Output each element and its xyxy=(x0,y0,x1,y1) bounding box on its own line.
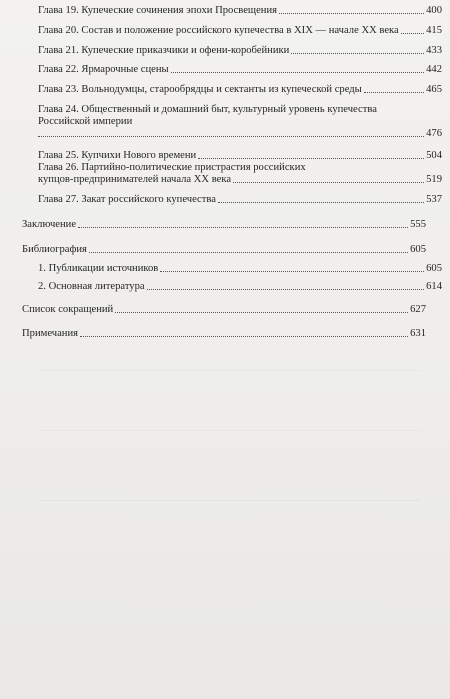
dot-leader xyxy=(160,271,424,272)
toc-entry-ch19 xyxy=(22,5,442,17)
toc-entry-title: Глава 23. Вольнодумцы, старообрядцы и сектанты из купеческой среды xyxy=(38,84,362,95)
toc-entry-ch20 xyxy=(22,25,442,37)
toc-entry-title: Глава 22. Ярмарочные сцены xyxy=(38,64,169,75)
toc-page-number: 555 xyxy=(410,219,426,230)
toc-entry-bib-sources xyxy=(22,263,442,275)
toc-page-number: 519 xyxy=(426,174,442,185)
toc-entry-title: 1. Публикации источников xyxy=(38,263,159,274)
toc-entry-ch25 xyxy=(22,150,442,162)
toc-page-number: 631 xyxy=(410,328,426,339)
toc-page-number: 537 xyxy=(426,194,442,205)
toc-page-number: 476 xyxy=(426,128,442,139)
toc-page-number: 605 xyxy=(410,244,426,255)
dot-leader xyxy=(198,158,424,159)
toc-entry-title: Глава 27. Закат российского купечества xyxy=(38,194,216,205)
bleed-through-line xyxy=(40,370,420,371)
toc-entry-title-line1: Глава 24. Общественный и домашний быт, культурный уровень купечества xyxy=(38,104,377,115)
toc-page-number: 504 xyxy=(426,150,442,161)
dot-leader xyxy=(80,336,408,337)
toc-entry-abbreviations xyxy=(22,304,426,316)
toc-entry-title: Глава 21. Купеческие приказчики и офени-коробейники xyxy=(38,45,290,56)
toc-page-number: 465 xyxy=(426,84,442,95)
toc-entry-title: Глава 25. Купчихи Нового времени xyxy=(38,150,197,161)
dot-leader xyxy=(147,289,425,290)
toc-entry-ch26 xyxy=(22,162,442,186)
dot-leader xyxy=(89,252,408,253)
toc-entry-title: 2. Основная литература xyxy=(38,281,145,292)
toc-entry-ch21 xyxy=(22,45,442,57)
toc-entry-ch24 xyxy=(22,104,442,140)
toc-entry-bibliography xyxy=(22,244,426,256)
toc-entry-title: Заключение xyxy=(22,219,77,230)
toc-page-number: 442 xyxy=(426,64,442,75)
toc-entry-title-line1: Глава 26. Партийно-политические пристрастия российских xyxy=(38,162,306,173)
dot-leader xyxy=(218,202,424,203)
toc-entry-title-line2: купцов-предпринимателей начала XX века xyxy=(38,174,232,185)
bleed-through-line xyxy=(40,430,420,431)
toc-page-number: 614 xyxy=(426,281,442,292)
dot-leader xyxy=(78,227,408,228)
toc-entry-title: Список сокращений xyxy=(22,304,114,315)
toc-entry-ch22 xyxy=(22,64,442,76)
dot-leader xyxy=(401,33,424,34)
toc-page-number: 433 xyxy=(426,45,442,56)
dot-leader xyxy=(38,136,424,137)
dot-leader xyxy=(233,182,424,183)
dot-leader xyxy=(279,13,424,14)
toc-entry-title: Глава 19. Купеческие сочинения эпохи Просвещения xyxy=(38,5,277,16)
toc-entry-ch27 xyxy=(22,194,442,206)
toc-entry-conclusion xyxy=(22,219,426,231)
toc-entry-notes xyxy=(22,328,426,340)
toc-page-number: 605 xyxy=(426,263,442,274)
dot-leader xyxy=(291,53,424,54)
toc-entry-title: Примечания xyxy=(22,328,78,339)
dot-leader xyxy=(115,312,408,313)
toc-entry-bib-literature xyxy=(22,281,442,293)
toc-entry-title: Глава 20. Состав и положение российского купечества в XIX — начале XX века xyxy=(38,25,399,36)
toc-entry-title: Библиография xyxy=(22,244,87,255)
toc-page-number: 400 xyxy=(426,5,442,16)
dot-leader xyxy=(171,72,425,73)
toc-entry-title-line2: Российской империи xyxy=(38,116,133,127)
toc-entry-ch23 xyxy=(22,84,442,96)
bleed-through-line xyxy=(40,500,420,501)
toc-page-number: 627 xyxy=(410,304,426,315)
toc-page-number: 415 xyxy=(426,25,442,36)
dot-leader xyxy=(364,92,424,93)
